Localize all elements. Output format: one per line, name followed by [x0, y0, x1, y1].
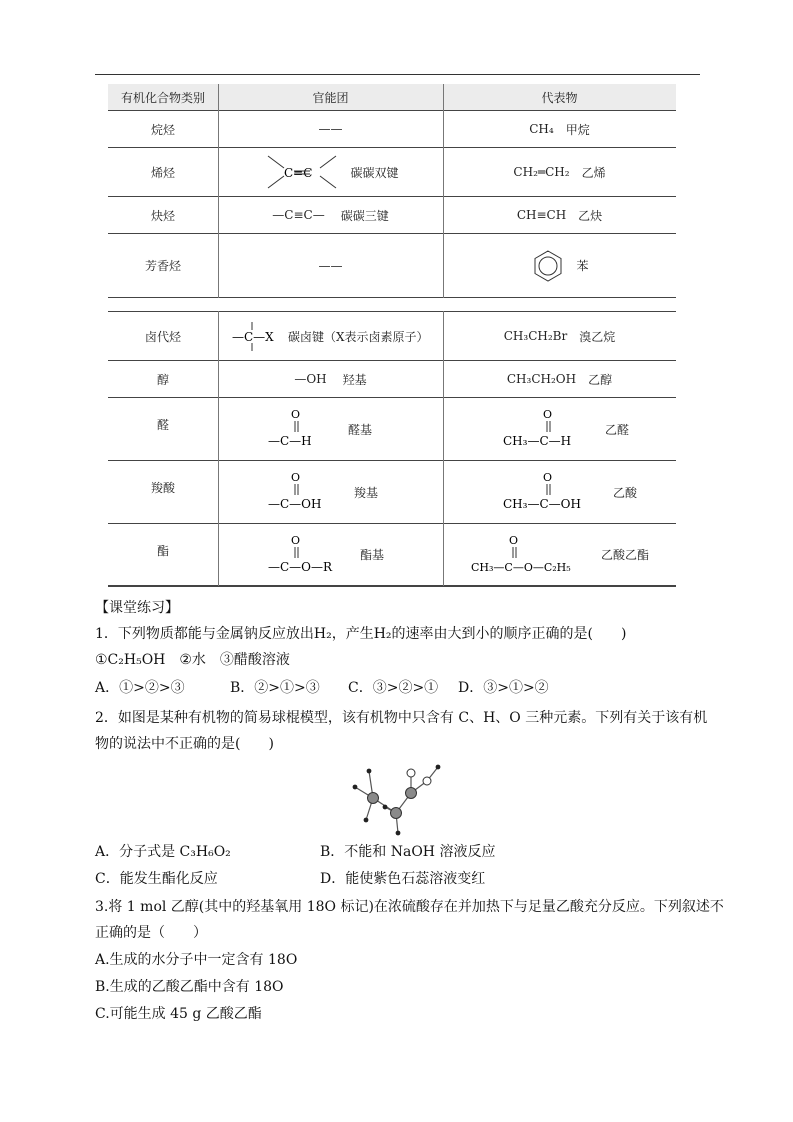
svg-text:O: O [291, 408, 301, 421]
q1-stem: 1．下列物质都能与金属钠反应放出H₂，产生H₂的速率由大到小的顺序正确的是( ) [95, 626, 627, 642]
rep-cell [443, 524, 676, 585]
fg-name: 醛基 [348, 422, 373, 437]
fg-formula: —C—O—R [268, 559, 333, 574]
q3-stem-line1: 3.将 1 mol 乙醇(其中的羟基氧用 18O 标记)在浓硫酸存在并加热下与足量乙酸充分反应。下列叙述不 [95, 899, 724, 915]
rep-name: 甲烷 [565, 122, 590, 137]
fg-formula: —C—X [232, 330, 274, 344]
fg-name: 羟基 [342, 372, 367, 387]
fg-cell [218, 312, 443, 360]
rep-cell [443, 197, 676, 233]
fg-formula: —— [318, 122, 343, 136]
svg-text:O: O [543, 408, 553, 421]
rep-cell [443, 111, 676, 147]
svg-text:O: O [291, 471, 301, 484]
fg-cell [218, 461, 443, 523]
rep-name: 溴乙烷 [579, 329, 616, 344]
fg-cell [218, 398, 443, 460]
table-row-alkene [108, 148, 676, 196]
fg-name: 酯基 [360, 548, 385, 562]
aldehyde-structure [268, 404, 348, 454]
rep-formula: CH₃—C—O—C₂H₅ [471, 560, 571, 574]
rep-name: 乙烯 [581, 165, 606, 180]
acetic-acid-structure [503, 467, 607, 517]
svg-text:O: O [291, 533, 301, 547]
rep-formula: CH₃CH₂Br [503, 329, 568, 343]
category-cell: 卤代烃 [144, 329, 181, 344]
fg-name: 碳碳双键 [350, 165, 399, 180]
table-row-alkane [108, 111, 676, 147]
header-functional-group: 官能团 [312, 90, 349, 105]
benzene-ring-icon [530, 248, 566, 284]
fg-name: 碳卤键（X表示卤素原子） [288, 329, 429, 344]
fg-formula: —C≡C— [272, 208, 325, 222]
header-category: 有机化合物类别 [120, 90, 205, 105]
rep-cell [443, 398, 676, 460]
rep-formula: CH₂═CH₂ [513, 165, 570, 179]
fg-formula: —C—OH [268, 497, 322, 511]
category-cell: 芳香烃 [144, 259, 181, 273]
acetaldehyde-structure [503, 404, 599, 454]
fg-name: 羧基 [354, 485, 379, 500]
category-cell: 醇 [156, 372, 169, 387]
table-row-ester [108, 524, 676, 585]
q3-option-a: A.生成的水分子中一定含有 18O [95, 952, 298, 968]
rep-name: 乙酸 [613, 485, 638, 500]
rep-name: 乙炔 [578, 208, 603, 223]
q2-stem-line1: 2．如图是某种有机物的简易球棍模型，该有机物中只含有 C、H、O 三种元素。下列有关于该有机 [95, 710, 708, 726]
table-row-aldehyde [108, 398, 676, 460]
q1-option-b: B．②>①>③ [230, 680, 320, 696]
rep-cell [443, 361, 676, 397]
table-row-alkyne [108, 197, 676, 233]
fg-cell [218, 197, 443, 233]
q2-option-b: B．不能和 NaOH 溶液反应 [320, 844, 496, 860]
double-bond-structure [262, 152, 342, 192]
svg-text:O: O [509, 533, 519, 547]
fg-formula: —C—H [268, 434, 312, 448]
rep-name: 乙醛 [605, 422, 630, 437]
q3-option-c: C.可能生成 45 g 乙酸乙酯 [95, 1006, 262, 1022]
table-row-aromatic [108, 234, 676, 297]
category-cell: 羧酸 [150, 481, 175, 495]
fg-cell [218, 148, 443, 196]
rep-cell [443, 148, 676, 196]
fg-cell [218, 524, 443, 585]
category-cell: 醛 [156, 418, 169, 432]
halide-structure [232, 316, 288, 356]
rep-name: 苯 [576, 259, 589, 273]
fg-formula: C=C [284, 166, 313, 180]
q1-option-a: A．①>②>③ [95, 680, 185, 696]
rep-formula: CH₃—C—H [503, 434, 572, 448]
practice-heading: 【课堂练习】 [95, 600, 179, 616]
rep-formula: CH≡CH [516, 208, 567, 222]
fg-name: 碳碳三键 [340, 208, 389, 223]
q2-option-d: D．能使紫色石蕊溶液变红 [320, 871, 486, 887]
table-row-haloalkane [108, 312, 676, 360]
q2-stem-line2: 物的说法中不正确的是( ) [95, 736, 274, 752]
functional-group-table-part1 [108, 84, 676, 298]
category-cell: 炔烃 [150, 208, 175, 223]
functional-group-table-part2 [108, 311, 676, 586]
table-header-row [108, 84, 676, 110]
table-row-alcohol [108, 361, 676, 397]
top-rule [95, 74, 700, 75]
q3-stem-line2: 正确的是（ ） [95, 925, 207, 941]
q1-option-d: D．③>①>② [458, 680, 549, 696]
fg-formula: —— [318, 258, 343, 273]
carboxyl-structure [268, 467, 354, 517]
ester-structure [268, 530, 360, 580]
rep-cell [443, 312, 676, 360]
rep-formula: CH₄ [529, 122, 554, 136]
ethyl-acetate-structure [471, 530, 595, 580]
category-cell: 酯 [156, 544, 169, 558]
category-cell: 烯烃 [150, 165, 175, 180]
q2-option-a: A．分子式是 C₃H₆O₂ [95, 844, 231, 860]
category-cell: 烷烃 [150, 122, 175, 137]
q3-option-b: B.生成的乙酸乙酯中含有 18O [95, 979, 284, 995]
fg-cell [218, 361, 443, 397]
q1-option-c: C．③>②>① [348, 680, 439, 696]
q1-items: ①C₂H₅OH ②水 ③醋酸溶液 [95, 652, 290, 668]
rep-cell [443, 234, 676, 297]
ball-and-stick-model [345, 760, 455, 840]
fg-formula: —OH [294, 372, 327, 386]
rep-formula: CH₃CH₂OH [506, 372, 577, 386]
rep-name: 乙酸乙酯 [601, 548, 650, 562]
table-row-carboxylic-acid [108, 461, 676, 523]
rep-formula: CH₃—C—OH [503, 497, 581, 511]
rep-name: 乙醇 [588, 372, 613, 387]
header-representative: 代表物 [541, 90, 578, 105]
rep-cell [443, 461, 676, 523]
q2-option-c: C．能发生酯化反应 [95, 871, 218, 887]
svg-text:O: O [543, 471, 553, 484]
